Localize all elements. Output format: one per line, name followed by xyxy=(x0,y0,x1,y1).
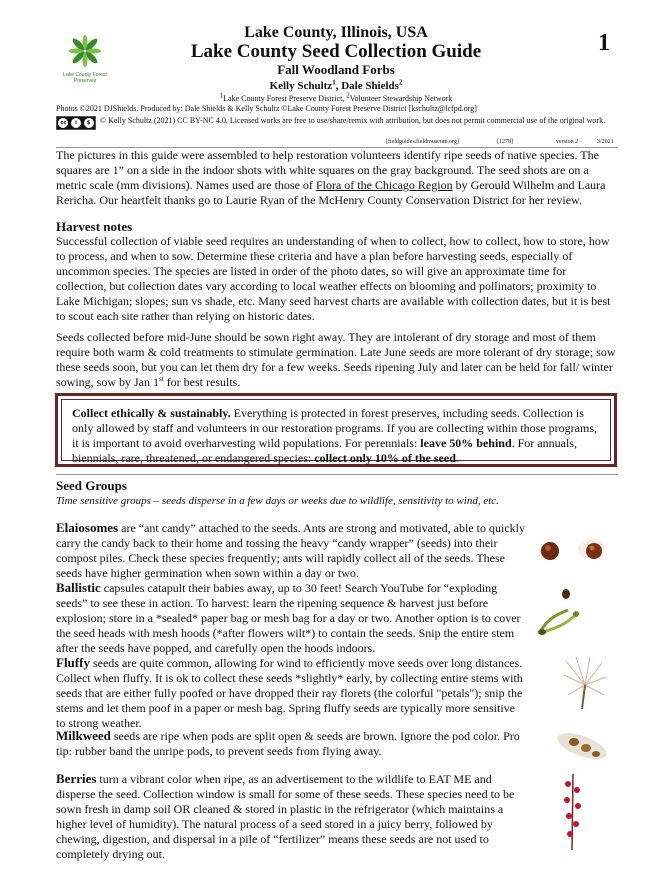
author-2: Dale Shields xyxy=(341,80,399,92)
intro-paragraph xyxy=(56,148,618,208)
license-text: © Kelly Schultz (2021) CC BY-NC 4.0. Licensed works are free to use/share/remix with attribution, but does not permit commercial use of the original work. xyxy=(100,116,606,125)
harvest-p2-end: for best results. xyxy=(163,375,241,389)
group-term: Milkweed xyxy=(56,728,111,743)
ethics-box xyxy=(55,393,617,467)
ethics-perennials: leave 50% behind xyxy=(420,436,512,450)
page-title: Lake County Seed Collection Guide xyxy=(190,41,482,62)
region-heading: Lake County, Illinois, USA xyxy=(244,24,428,41)
ethics-text-1: Everything is protected in forest preserves, including seeds. Collection is only allowed by staff and volunteers in our restoration programs. If you are collecting within those programs, it is important to avoid overharvesting wild populations. For perennials: xyxy=(72,406,597,450)
intro-text-2: by Gerould Wilhelm and Laura Rericha. Our heartfelt thanks go to Laurie Ryan of the McHenry County Conservation District for her review. xyxy=(56,178,606,207)
ethics-text-3: . xyxy=(455,451,459,465)
group-term: Berries xyxy=(56,771,97,786)
site-url: [fieldguides.fieldmuseum.org] xyxy=(386,139,459,145)
group-milkweed xyxy=(56,728,526,759)
affiliation-1: Lake County Forest Preserve District, xyxy=(223,94,347,103)
affiliation-2: Volunteer Stewardship Network xyxy=(349,94,453,103)
version: version 2 xyxy=(556,139,579,145)
harvest-p2-text: Seeds collected before mid-June should be sown right away. They are intolerant of dry storage and most of them require both warm & cold treatments to stimulate germination. Late June seeds are more tolerant of dry storage; sow these seeds soon, but you can let them dry for a few weeks. Seeds ripening July and later can be held for fall/ winter sowing, sow by Jan 1 xyxy=(56,330,616,389)
harvest-paragraph-1: Successful collection of viable seed requires an understanding of when to collect, how to collect, how to store, how to process, and when to sow. Determine these criteria and have a plan before harvesting seeds, especially of uncommon species. The species are listed in order of the photo dates, so will give an approximate time for collection, but collection dates vary according to local weather effects on blooming and pollinators; proximity to Lake Michigan; slopes; sun vs shade, etc. Many seed harvest charts are available with collection dates, but it is best to scout each site rather than relying on historic dates. xyxy=(56,234,611,323)
harvest-heading: Harvest notes xyxy=(56,219,133,234)
ethics-annuals: collect only 10% of the seed xyxy=(314,451,456,465)
section-divider xyxy=(56,474,618,475)
fluffy-seed-image xyxy=(560,655,610,713)
seed-groups-subtitle: Time sensitive groups – seeds disperse in a few days or weeks due to wildlife, sensitivity to wind, etc. xyxy=(56,495,499,507)
berries-image xyxy=(558,772,588,852)
seed-groups-heading: Seed Groups xyxy=(56,478,127,493)
group-text: turn a vibrant color when ripe, as an advertisement to the wildlife to EAT ME and disperse the seed. Collection window is small for some of these seeds. These species need to be sown fresh in damp soil OR cleaned & stored in plastic in the refrigerator (which maintains a higher level of humidity). The natural process of a seed stored in a juicy berry, followed by chewing, digestion, and dispersal in a pile of “fertilizer” means these seeds are not used to completely drying out. xyxy=(56,772,515,861)
flora-link[interactable]: Flora of the Chicago Region xyxy=(315,178,453,192)
ethics-text xyxy=(61,399,611,465)
group-term: Fluffy xyxy=(56,655,90,670)
authors: Kelly Schultz$^1$, Dale Shields$^2$ xyxy=(269,78,403,92)
group-fluffy xyxy=(56,655,526,731)
affiliations: $^1$Lake County Forest Preserve District, $^2$Volunteer Stewardship Network xyxy=(219,91,453,103)
ethics-text-2: . For annuals, biennials, rare, threatened, or endangered species: xyxy=(72,436,577,465)
group-berries xyxy=(56,771,526,862)
group-text: seeds are ripe when pods are split open & seeds are brown. Ignore the pod color. Pro tip: rubber band the unripe pods, to prevent seeds from flying away. xyxy=(56,729,520,758)
elaiosome-seeds-image xyxy=(536,535,616,567)
intro-text-1: The pictures in this guide were assembled to help restoration volunteers identify ripe seeds of native species. The squares are 1” on a side in the indoor shots with white squares on the gray background. The seed shots are on a metric scale (mm divisions). Names used are those of xyxy=(56,148,599,192)
guide-id: [1278] xyxy=(497,139,513,145)
superscript: st xyxy=(159,375,164,383)
group-text: seeds are quite common, allowing for wind to efficiently move seeds over long distances. Collect when fluffy. It is ok to collect these seeds *slightly* early, by collecting entire stems with seeds that are either fully poofed or have dropped their ray florets (the colorful "petals"); snip the stems and let them poof in a paper or mesh bag. Spring fluffy seeds are typically more sensitive to strong weather. xyxy=(56,656,523,730)
milkweed-pod-image xyxy=(552,726,618,766)
group-term: Elaiosomes xyxy=(56,520,119,535)
ballistic-capsule-image xyxy=(534,588,584,640)
cc-license-icon: cc i $ xyxy=(56,116,96,130)
group-ballistic xyxy=(56,580,526,656)
photo-credits: Photos ©2021 DJShields. Produced by: Dale Shields & Kelly Schultz ©Lake County Forest Preserve District [kschultz@lcfpd.org] xyxy=(56,104,477,113)
author-1: Kelly Schultz xyxy=(269,80,333,92)
logo-text: Lake County Forest Preserves xyxy=(63,72,107,84)
page-subtitle: Fall Woodland Forbs xyxy=(277,62,395,77)
harvest-paragraph-2 xyxy=(56,330,618,390)
page-number: 1 xyxy=(598,30,610,56)
group-text: are “ant candy” attached to the seeds. Ants are strong and motivated, able to quickly carry the candy back to their home and tossing the heavy “candy wrapper” (seeds) into their compost piles. Check these species frequently; ants will rapidly collect all of the seeds. These seeds have higher germination when sown within a day or two. xyxy=(56,521,525,580)
group-elaiosomes xyxy=(56,520,526,581)
group-term: Ballistic xyxy=(56,580,101,595)
version-date: 3/2021 xyxy=(597,139,614,145)
group-text: capsules catapult their babies away, up to 30 feet! Search YouTube for “exploding seeds” to see these in action. To harvest: learn the ripening sequence & harvest just before explosion; store in a *sealed* paper bag or mesh bag for a day or two. Another option is to cover the seed heads with mesh hoods (*after flowers wilt*) to contain the seeds. Snip the entire stem after the seeds have popped, and carefully open the hoods indoors. xyxy=(56,581,521,655)
ethics-heading: Collect ethically & sustainably. xyxy=(72,406,231,420)
